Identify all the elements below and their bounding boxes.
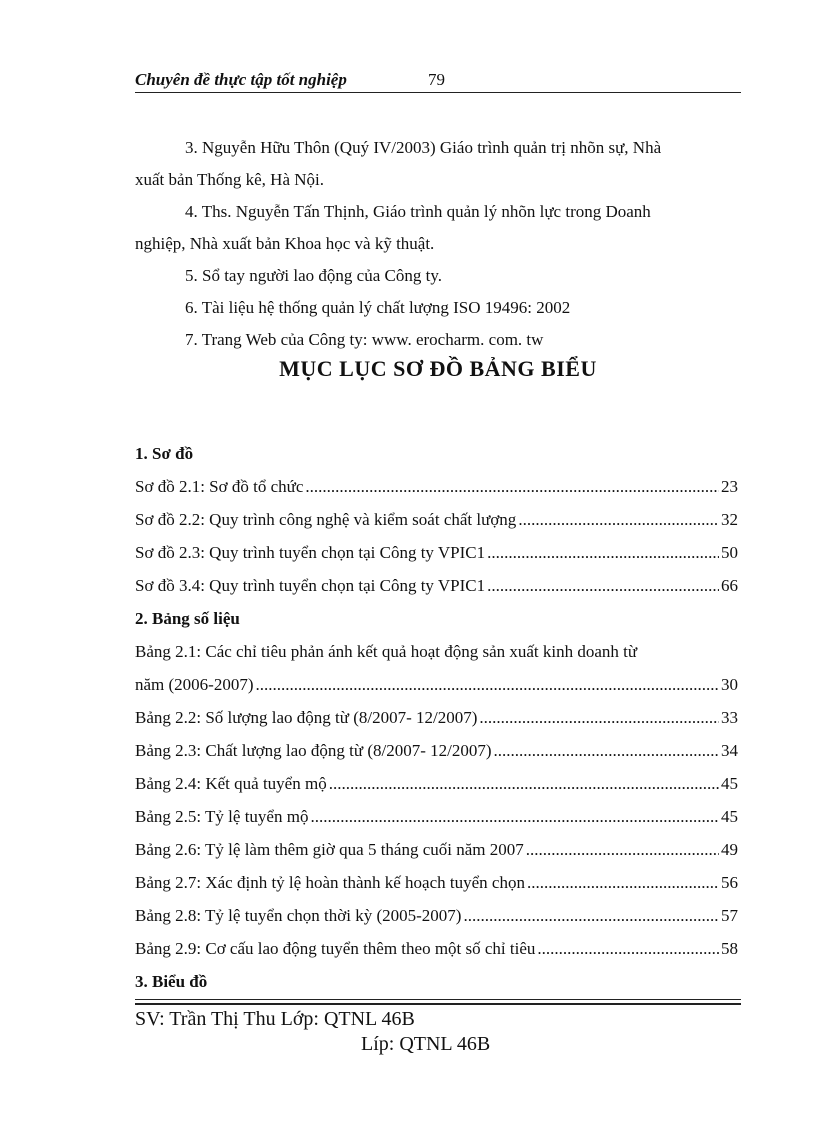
toc-page: 33: [721, 708, 738, 727]
toc-page: 50: [721, 543, 738, 562]
reference-text: 7. Trang Web của Công ty: www. erocharm. com. tw: [185, 330, 544, 349]
section-heading: 2. Bảng số liệu: [135, 609, 240, 628]
toc-page: 34: [721, 741, 738, 760]
toc-entry[interactable]: [135, 836, 738, 869]
toc-entry[interactable]: [135, 473, 738, 506]
toc-label-cont: năm (2006-2007): [135, 675, 254, 694]
toc-entry[interactable]: [135, 506, 738, 539]
dot-leader: [487, 539, 719, 567]
toc-page: 32: [721, 510, 738, 529]
toc-label: Sơ đồ 3.4: Quy trình tuyển chọn tại Công ty VPIC1: [135, 576, 486, 595]
reference-list: [135, 132, 741, 356]
toc-label: Sơ đồ 2.3: Quy trình tuyển chọn tại Công ty VPIC1: [135, 543, 486, 562]
toc-label: Bảng 2.3: Chất lượng lao động từ (8/2007- 12/2007): [135, 741, 492, 760]
dot-leader: [305, 473, 719, 501]
footer-class: Líp: QTNL 46B: [361, 1033, 491, 1055]
reference-text: 3. Nguyễn Hữu Thôn (Quý IV/2003) Giáo trình quản trị nhõn sự, Nhà: [185, 138, 662, 157]
reference-item: [135, 292, 741, 324]
dot-leader: [463, 902, 719, 930]
toc-page: 45: [721, 774, 738, 793]
toc-page: 58: [721, 939, 738, 958]
toc-label: Sơ đồ 2.2: Quy trình công nghệ và kiểm soát chất lượng: [135, 510, 517, 529]
toc-entry[interactable]: [135, 572, 738, 605]
toc-label: Bảng 2.8: Tỷ lệ tuyển chọn thời kỳ (2005-2007): [135, 906, 462, 925]
page-header: [135, 68, 741, 93]
table-of-figures: [135, 440, 738, 1001]
dot-leader: [527, 869, 719, 897]
toc-page: 66: [721, 576, 738, 595]
toc-label: Sơ đồ 2.1: Sơ đồ tổ chức: [135, 477, 304, 496]
toc-title: MỤC LỤC SƠ ĐỒ BẢNG BIỂU: [279, 356, 597, 381]
dot-leader: [479, 704, 719, 732]
toc-page: 45: [721, 807, 738, 826]
reference-text-cont: nghiệp, Nhà xuất bản Khoa học và kỹ thuật.: [135, 234, 435, 253]
reference-item: [135, 132, 741, 196]
section-heading: 1. Sơ đồ: [135, 444, 194, 463]
dot-leader: [329, 770, 719, 798]
toc-label: Bảng 2.5: Tỷ lệ tuyển mộ: [135, 807, 309, 826]
footer-divider: [135, 999, 741, 1000]
reference-text-cont: xuất bản Thống kê, Hà Nội.: [135, 170, 325, 189]
dot-leader: [487, 572, 719, 600]
reference-text: 5. Sổ tay người lao động của Công ty.: [185, 266, 442, 285]
toc-page: 49: [721, 840, 738, 859]
reference-item: [135, 260, 741, 292]
toc-page: 57: [721, 906, 738, 925]
reference-item: [135, 324, 741, 356]
page-number: 79: [428, 70, 445, 89]
reference-text: 6. Tài liệu hệ thống quản lý chất lượng ISO 19496: 2002: [185, 298, 571, 317]
toc-entry[interactable]: [135, 902, 738, 935]
toc-entry[interactable]: [135, 737, 738, 770]
footer-student: SV: Trần Thị Thu Lớp: QTNL 46B: [135, 1008, 415, 1030]
toc-entry[interactable]: [135, 539, 738, 572]
dot-leader: [494, 737, 719, 765]
toc-page: 23: [721, 477, 738, 496]
toc-label: Bảng 2.4: Kết quả tuyển mộ: [135, 774, 327, 793]
toc-entry[interactable]: [135, 803, 738, 836]
reference-text: 4. Ths. Nguyễn Tấn Thịnh, Giáo trình quản lý nhõn lực trong Doanh: [185, 202, 651, 221]
toc-label: Bảng 2.9: Cơ cấu lao động tuyển thêm theo một số chỉ tiêu: [135, 939, 536, 958]
dot-leader: [526, 836, 719, 864]
toc-page: 56: [721, 873, 738, 892]
toc-entry[interactable]: [135, 770, 738, 803]
section-heading: 3. Biểu đồ: [135, 972, 208, 991]
toc-label: Bảng 2.7: Xác định tỷ lệ hoàn thành kế hoạch tuyển chọn: [135, 873, 525, 892]
toc-entry[interactable]: [135, 869, 738, 902]
toc-entry[interactable]: [135, 935, 738, 968]
dot-leader: [256, 671, 719, 699]
toc-label: Bảng 2.2: Số lượng lao động từ (8/2007- 12/2007): [135, 708, 478, 727]
toc-label: Bảng 2.1: Các chỉ tiêu phản ánh kết quả hoạt động sản xuất kinh doanh từ: [135, 642, 638, 661]
header-title: Chuyên đề thực tập tốt nghiệp: [135, 70, 347, 89]
toc-entry-wrapped[interactable]: [135, 638, 738, 704]
dot-leader: [537, 935, 719, 963]
footer-divider: [135, 1003, 741, 1005]
toc-page: 30: [721, 675, 738, 694]
toc-label: Bảng 2.6: Tỷ lệ làm thêm giờ qua 5 tháng cuối năm 2007: [135, 840, 524, 859]
reference-item: [135, 196, 741, 260]
dot-leader: [310, 803, 719, 831]
toc-entry[interactable]: [135, 704, 738, 737]
dot-leader: [518, 506, 719, 534]
